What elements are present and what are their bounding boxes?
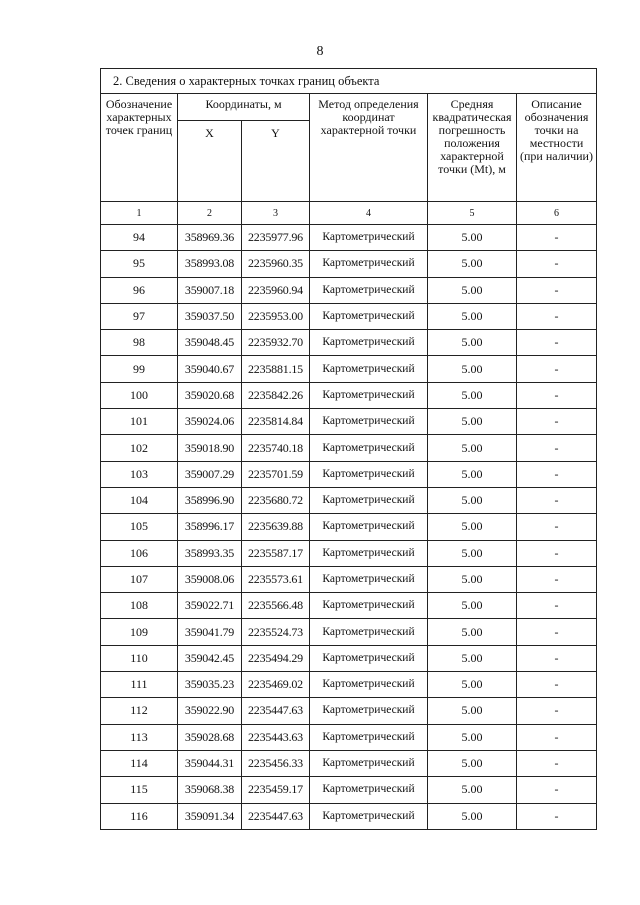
table-row — [101, 672, 597, 698]
method-cell: Картометрический — [310, 356, 428, 382]
description-cell: - — [517, 409, 597, 435]
description-cell: - — [517, 356, 597, 382]
x-coordinate-cell: 359091.34 — [178, 803, 242, 829]
error-cell: 5.00 — [428, 330, 517, 356]
point-cell: 97 — [101, 303, 178, 329]
point-cell: 108 — [101, 593, 178, 619]
table-row — [101, 593, 597, 619]
x-coordinate-cell: 359007.18 — [178, 277, 242, 303]
column-number: 6 — [517, 202, 597, 225]
point-cell: 104 — [101, 487, 178, 513]
column-number: 1 — [101, 202, 178, 225]
x-coordinate-cell: 359020.68 — [178, 382, 242, 408]
header-x: X — [178, 121, 242, 202]
method-cell: Картометрический — [310, 487, 428, 513]
error-cell: 5.00 — [428, 777, 517, 803]
error-cell: 5.00 — [428, 461, 517, 487]
error-cell: 5.00 — [428, 277, 517, 303]
x-coordinate-cell: 359018.90 — [178, 435, 242, 461]
error-cell: 5.00 — [428, 750, 517, 776]
point-cell: 113 — [101, 724, 178, 750]
error-cell: 5.00 — [428, 225, 517, 251]
table-row — [101, 803, 597, 829]
x-coordinate-cell: 358969.36 — [178, 225, 242, 251]
point-cell: 107 — [101, 566, 178, 592]
description-cell: - — [517, 303, 597, 329]
point-cell: 100 — [101, 382, 178, 408]
description-cell: - — [517, 619, 597, 645]
table-row — [101, 514, 597, 540]
table-row — [101, 435, 597, 461]
table-row — [101, 461, 597, 487]
point-cell: 96 — [101, 277, 178, 303]
column-numbers-row — [101, 202, 597, 225]
header-coordinates: Координаты, м — [178, 94, 310, 121]
y-coordinate-cell: 2235814.84 — [242, 409, 310, 435]
column-number: 4 — [310, 202, 428, 225]
table-body — [101, 225, 597, 830]
error-cell: 5.00 — [428, 356, 517, 382]
header-method: Метод определения координат характерной точки — [310, 94, 428, 202]
description-cell: - — [517, 225, 597, 251]
table-row — [101, 251, 597, 277]
y-coordinate-cell: 2235524.73 — [242, 619, 310, 645]
x-coordinate-cell: 359048.45 — [178, 330, 242, 356]
table-row — [101, 356, 597, 382]
y-coordinate-cell: 2235842.26 — [242, 382, 310, 408]
y-coordinate-cell: 2235573.61 — [242, 566, 310, 592]
method-cell: Картометрический — [310, 251, 428, 277]
description-cell: - — [517, 566, 597, 592]
method-cell: Картометрический — [310, 803, 428, 829]
method-cell: Картометрический — [310, 698, 428, 724]
x-coordinate-cell: 359041.79 — [178, 619, 242, 645]
error-cell: 5.00 — [428, 698, 517, 724]
table-row — [101, 619, 597, 645]
table-row — [101, 487, 597, 513]
x-coordinate-cell: 359022.90 — [178, 698, 242, 724]
method-cell: Картометрический — [310, 672, 428, 698]
method-cell: Картометрический — [310, 435, 428, 461]
error-cell: 5.00 — [428, 724, 517, 750]
description-cell: - — [517, 251, 597, 277]
y-coordinate-cell: 2235960.35 — [242, 251, 310, 277]
point-cell: 114 — [101, 750, 178, 776]
point-cell: 99 — [101, 356, 178, 382]
y-coordinate-cell: 2235447.63 — [242, 803, 310, 829]
x-coordinate-cell: 359007.29 — [178, 461, 242, 487]
x-coordinate-cell: 359042.45 — [178, 645, 242, 671]
method-cell: Картометрический — [310, 566, 428, 592]
error-cell: 5.00 — [428, 593, 517, 619]
description-cell: - — [517, 330, 597, 356]
table-row — [101, 409, 597, 435]
table-row — [101, 698, 597, 724]
table-row — [101, 225, 597, 251]
error-cell: 5.00 — [428, 409, 517, 435]
x-coordinate-cell: 358996.90 — [178, 487, 242, 513]
description-cell: - — [517, 487, 597, 513]
point-cell: 112 — [101, 698, 178, 724]
error-cell: 5.00 — [428, 672, 517, 698]
x-coordinate-cell: 359024.06 — [178, 409, 242, 435]
table-row — [101, 566, 597, 592]
point-cell: 115 — [101, 777, 178, 803]
y-coordinate-cell: 2235932.70 — [242, 330, 310, 356]
method-cell: Картометрический — [310, 777, 428, 803]
method-cell: Картометрический — [310, 330, 428, 356]
page-number: 8 — [316, 44, 324, 59]
x-coordinate-cell: 359028.68 — [178, 724, 242, 750]
table-row — [101, 724, 597, 750]
point-cell: 105 — [101, 514, 178, 540]
error-cell: 5.00 — [428, 540, 517, 566]
table-row — [101, 750, 597, 776]
method-cell: Картометрический — [310, 461, 428, 487]
header-error: Средняя квадратическая погрешность положения характерной точки (Mt), м — [428, 94, 517, 202]
point-cell: 94 — [101, 225, 178, 251]
error-cell: 5.00 — [428, 435, 517, 461]
section-title: 2. Сведения о характерных точках границ объекта — [101, 69, 597, 94]
header-y: Y — [242, 121, 310, 202]
method-cell: Картометрический — [310, 750, 428, 776]
table-row — [101, 382, 597, 408]
column-number: 5 — [428, 202, 517, 225]
point-cell: 110 — [101, 645, 178, 671]
table-row — [101, 330, 597, 356]
method-cell: Картометрический — [310, 382, 428, 408]
y-coordinate-cell: 2235740.18 — [242, 435, 310, 461]
column-number: 2 — [178, 202, 242, 225]
method-cell: Картометрический — [310, 303, 428, 329]
error-cell: 5.00 — [428, 251, 517, 277]
description-cell: - — [517, 277, 597, 303]
description-cell: - — [517, 803, 597, 829]
boundary-points-table — [100, 68, 597, 830]
x-coordinate-cell: 359035.23 — [178, 672, 242, 698]
description-cell: - — [517, 382, 597, 408]
x-coordinate-cell: 358993.08 — [178, 251, 242, 277]
description-cell: - — [517, 777, 597, 803]
description-cell: - — [517, 593, 597, 619]
table-row — [101, 777, 597, 803]
x-coordinate-cell: 359040.67 — [178, 356, 242, 382]
y-coordinate-cell: 2235680.72 — [242, 487, 310, 513]
x-coordinate-cell: 359044.31 — [178, 750, 242, 776]
y-coordinate-cell: 2235977.96 — [242, 225, 310, 251]
error-cell: 5.00 — [428, 619, 517, 645]
point-cell: 111 — [101, 672, 178, 698]
description-cell: - — [517, 645, 597, 671]
method-cell: Картометрический — [310, 277, 428, 303]
error-cell: 5.00 — [428, 487, 517, 513]
description-cell: - — [517, 461, 597, 487]
description-cell: - — [517, 724, 597, 750]
y-coordinate-cell: 2235639.88 — [242, 514, 310, 540]
table-row — [101, 540, 597, 566]
method-cell: Картометрический — [310, 619, 428, 645]
error-cell: 5.00 — [428, 514, 517, 540]
point-cell: 101 — [101, 409, 178, 435]
error-cell: 5.00 — [428, 382, 517, 408]
point-cell: 116 — [101, 803, 178, 829]
x-coordinate-cell: 359068.38 — [178, 777, 242, 803]
method-cell: Картометрический — [310, 409, 428, 435]
x-coordinate-cell: 358993.35 — [178, 540, 242, 566]
y-coordinate-cell: 2235459.17 — [242, 777, 310, 803]
error-cell: 5.00 — [428, 566, 517, 592]
y-coordinate-cell: 2235566.48 — [242, 593, 310, 619]
method-cell: Картометрический — [310, 514, 428, 540]
method-cell: Картометрический — [310, 593, 428, 619]
y-coordinate-cell: 2235456.33 — [242, 750, 310, 776]
y-coordinate-cell: 2235443.63 — [242, 724, 310, 750]
point-cell: 106 — [101, 540, 178, 566]
description-cell: - — [517, 435, 597, 461]
error-cell: 5.00 — [428, 645, 517, 671]
y-coordinate-cell: 2235953.00 — [242, 303, 310, 329]
y-coordinate-cell: 2235960.94 — [242, 277, 310, 303]
x-coordinate-cell: 359037.50 — [178, 303, 242, 329]
description-cell: - — [517, 540, 597, 566]
method-cell: Картометрический — [310, 724, 428, 750]
y-coordinate-cell: 2235587.17 — [242, 540, 310, 566]
description-cell: - — [517, 672, 597, 698]
point-cell: 98 — [101, 330, 178, 356]
method-cell: Картометрический — [310, 540, 428, 566]
point-cell: 103 — [101, 461, 178, 487]
table-row — [101, 277, 597, 303]
y-coordinate-cell: 2235701.59 — [242, 461, 310, 487]
y-coordinate-cell: 2235494.29 — [242, 645, 310, 671]
x-coordinate-cell: 359022.71 — [178, 593, 242, 619]
header-designation: Обозначение характерных точек границ — [101, 94, 178, 202]
point-cell: 95 — [101, 251, 178, 277]
method-cell: Картометрический — [310, 225, 428, 251]
error-cell: 5.00 — [428, 303, 517, 329]
y-coordinate-cell: 2235447.63 — [242, 698, 310, 724]
column-number: 3 — [242, 202, 310, 225]
error-cell: 5.00 — [428, 803, 517, 829]
description-cell: - — [517, 514, 597, 540]
point-cell: 102 — [101, 435, 178, 461]
description-cell: - — [517, 750, 597, 776]
method-cell: Картометрический — [310, 645, 428, 671]
x-coordinate-cell: 358996.17 — [178, 514, 242, 540]
description-cell: - — [517, 698, 597, 724]
y-coordinate-cell: 2235469.02 — [242, 672, 310, 698]
point-cell: 109 — [101, 619, 178, 645]
header-description: Описание обозначения точки на местности (при наличии) — [517, 94, 597, 202]
table-row — [101, 303, 597, 329]
table-row — [101, 645, 597, 671]
x-coordinate-cell: 359008.06 — [178, 566, 242, 592]
y-coordinate-cell: 2235881.15 — [242, 356, 310, 382]
